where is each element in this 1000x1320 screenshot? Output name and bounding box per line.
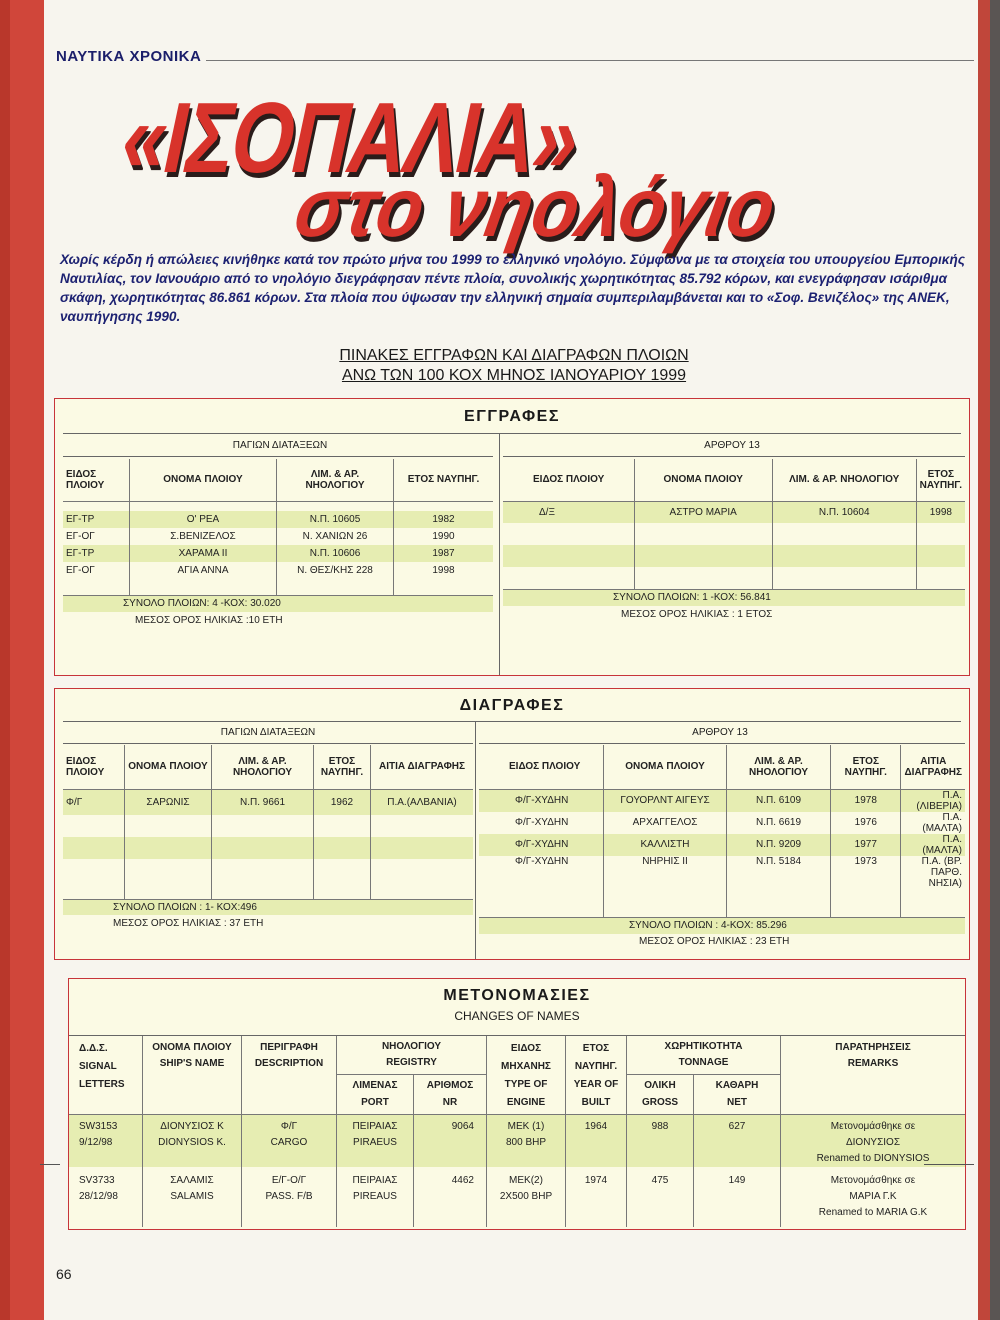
col-reg: ΛΙΜ. & ΑΡ. ΝΗΟΛΟΓΙΟΥ (727, 745, 831, 789)
registrations-box (54, 398, 970, 676)
h-description: ΠΕΡΙΓΡΑΦΗ DESCRIPTION (242, 1036, 337, 1114)
cell-name: Ο' ΡΕΑ (130, 511, 277, 528)
table-row (63, 511, 493, 528)
tables-title-line2: ΑΝΩ ΤΩΝ 100 ΚΟΧ ΜΗΝΟΣ ΙΑΝΟΥΑΡΙΟΥ 1999 (341, 367, 687, 384)
cell-reg: Ν. ΘΕΣ/ΚΗΣ 228 (277, 562, 394, 579)
section-rule (206, 60, 974, 61)
cell-desc: Φ/Γ CARGO (242, 1114, 337, 1167)
h-gross: ΟΛΙΚΗ GROSS (627, 1074, 694, 1114)
cell-name: ΣΑΡΩΝΙΣ (125, 789, 212, 815)
col-type: ΕΙΔΟΣ ΠΛΟΙΟΥ (479, 745, 604, 789)
cell-remarks: Μετονομάσθηκε σε ΜΑΡΙΑ Γ.Κ Renamed to MARIA G.K (818, 1174, 928, 1218)
col-reason: ΑΙΤΙΑ ΔΙΑΓΡΑΦΗΣ (901, 745, 965, 789)
cell-type: Φ/Γ-ΧΥΔΗΝ (479, 856, 604, 890)
renames-title: ΜΕΤΟΝΟΜΑΣΙΕΣ (443, 987, 591, 1004)
cell-year: 1990 (432, 531, 455, 542)
cell-net: 627 (694, 1114, 781, 1167)
deletions-right-group: ΑΡΘΡΟΥ 13 (692, 727, 748, 738)
h-remarks: ΠΑΡΑΤΗΡΗΣΕΙΣ REMARKS (781, 1036, 966, 1114)
col-name: ΟΝΟΜΑ ΠΛΟΙΟΥ (130, 459, 277, 501)
deletions-right-total: ΣΥΝΟΛΟ ΠΛΟΙΩΝ : 4-ΚΟΧ: 85.296 (479, 918, 965, 934)
cell-type: Φ/Γ (63, 789, 125, 815)
cell-year: 1962 (314, 789, 371, 815)
tables-title-line1: ΠΙΝΑΚΕΣ ΕΓΓΡΑΦΩΝ ΚΑΙ ΔΙΑΓΡΑΦΩΝ ΠΛΟΙΩΝ (339, 347, 689, 364)
cell-name: ΓΟΥΟΡΛΝΤ ΑΙΓΕΥΣ (604, 789, 727, 812)
cell-port: ΠΕΙΡΑΙΑΣ PIREAUS (337, 1167, 414, 1227)
cell-type: Δ/Ξ (503, 501, 634, 523)
cell-reg: Ν.Π. 9209 (727, 834, 831, 856)
deletions-left-group: ΠΑΓΙΩΝ ΔΙΑΤΑΞΕΩΝ (220, 727, 316, 738)
cell-type: Φ/Γ-ΧΥΔΗΝ (479, 834, 604, 856)
col-reg: ΛΙΜ. & ΑΡ. ΝΗΟΛΟΓΙΟΥ (772, 459, 916, 501)
deletions-title: ΔΙΑΓΡΑΦΕΣ (459, 697, 565, 714)
table-row (479, 834, 965, 856)
cell-name: ΑΡΧΑΓΓΕΛΟΣ (604, 812, 727, 834)
table-row (69, 1114, 965, 1167)
col-year: ΕΤΟΣ ΝΑΥΠΗΓ. (314, 745, 371, 789)
cell-nr: 9064 (414, 1114, 487, 1167)
col-type: ΕΙΔΟΣ ΠΛΟΙΟΥ (503, 459, 634, 501)
h-year: ΕΤΟΣ ΝΑΥΠΗΓ. YEAR OF BUILT (566, 1036, 627, 1114)
cell-name: ΝΗΡΗΙΣ ΙΙ (604, 856, 727, 890)
cell-type: ΕΓ-ΟΓ (63, 528, 130, 545)
cell-name: ΣΑΛΑΜΙΣ SALAMIS (143, 1167, 242, 1227)
table-row (63, 528, 493, 545)
margin-rule-left (40, 1164, 60, 1165)
h-nr: ΑΡΙΘΜΟΣ NR (414, 1074, 487, 1114)
col-name: ΟΝΟΜΑ ΠΛΟΙΟΥ (634, 459, 772, 501)
cell-reason: Π.Α.(ΜΑΛΤΑ) (922, 833, 962, 856)
cell-remarks: Μετονομάσθηκε σε ΔΙΟΝΥΣΙΟΣ Renamed to DIONYSIOS (816, 1120, 930, 1164)
cell-nr: 4462 (414, 1167, 487, 1227)
col-reason: ΑΙΤΙΑ ΔΙΑΓΡΑΦΗΣ (371, 745, 474, 789)
col-type: ΕΙΔΟΣ ΠΛΟΙΟΥ (63, 745, 125, 789)
registrations-left-total: ΣΥΝΟΛΟ ΠΛΟΙΩΝ: 4 -ΚΟΧ: 30.020 (63, 595, 493, 612)
table-row (503, 501, 965, 523)
registrations-left-age: ΜΕΣΟΣ ΟΡΟΣ ΗΛΙΚΙΑΣ :10 ΕΤΗ (135, 615, 283, 626)
cell-gross: 988 (627, 1114, 694, 1167)
registrations-right-group: ΑΡΘΡΟΥ 13 (704, 440, 760, 451)
magazine-page (44, 0, 978, 1320)
col-year: ΕΤΟΣ ΝΑΥΠΗΓ. (831, 745, 901, 789)
cell-name: ΧΑΡΑΜΑ ΙΙ (130, 545, 277, 562)
col-name: ΟΝΟΜΑ ΠΛΟΙΟΥ (125, 745, 212, 789)
cell-reg: Ν.Π. 5184 (727, 856, 831, 890)
cell-reg: Ν.Π. 6619 (727, 812, 831, 834)
cell-reg: Ν. ΧΑΝΙΩΝ 26 (277, 528, 394, 545)
table-row (479, 812, 965, 834)
cell-year: 1973 (831, 856, 901, 890)
intro-paragraph: Χωρίς κέρδη ή απώλειες κινήθηκε κατά τον πρώτο μήνα του 1999 το ελληνικό νηολόγιο. Σύμφωνα με τα στοιχεία του υπουργείου Εμπορικής Ναυτιλίας, τον Ιανουάριο από το νηολόγιο διεγράφησαν πέντε πλοία, συνολικής χωρητικότητας 85.792 κόρων, και ενεγράφησαν ισάριθμα σκάφη, χωρητικότητας 86.861 κόρων. Στα πλοία που ύψωσαν την ελληνική σημαία συμπεριλαμβάνεται και το «Σοφ. Βενιζέλος» της ΑΝΕΚ, ναυπήγησης 1990. (60, 252, 965, 324)
margin-rule-right (924, 1164, 974, 1165)
deletions-title-rule (63, 721, 961, 722)
registrations-left-group-rule (63, 456, 493, 457)
registrations-left-group: ΠΑΓΙΩΝ ΔΙΑΤΑΞΕΩΝ (232, 440, 328, 451)
cell-engine: ΜΕΚ(2) 2Χ500 BHP (487, 1167, 566, 1227)
cell-name: ΔΙΟΝΥΣΙΟΣ Κ DIONYSIOS K. (143, 1114, 242, 1167)
renames-box (68, 978, 966, 1230)
cell-reason: Π.Α. (ΒΡ. ΠΑΡΘ. ΝΗΣΙΑ) (921, 855, 962, 889)
cell-engine: ΜΕΚ (1) 800 BHP (487, 1114, 566, 1167)
cell-type: ΕΓ-ΟΓ (63, 562, 130, 579)
cell-name: Σ.ΒΕΝΙΖΕΛΟΣ (130, 528, 277, 545)
h-signal: Δ.Δ.Σ. SIGNAL LETTERS (69, 1036, 143, 1114)
cell-year: 1998 (929, 506, 952, 518)
cell-port: ΠΕΙΡΑΙΑΣ PIRAEUS (337, 1114, 414, 1167)
deletions-right-table (479, 745, 965, 950)
table-row (479, 789, 965, 812)
page-number: 66 (56, 1266, 72, 1282)
registrations-title: ΕΓΓΡΑΦΕΣ (464, 408, 560, 425)
registrations-right-table (503, 459, 965, 623)
cell-reason: Π.Α.(ΑΛΒΑΝΙΑ) (387, 796, 457, 808)
h-port: ΛΙΜΕΝΑΣ PORT (337, 1074, 414, 1114)
h-tonnage: ΧΩΡΗΤΙΚΟΤΗΤΑ TONNAGE (627, 1036, 781, 1074)
tables-title (234, 346, 794, 386)
headline-line2: στο νηολόγιο (288, 160, 783, 254)
registrations-left-table (63, 459, 493, 629)
deletions-left-table (63, 745, 473, 931)
cell-reg: Ν.Π. 6109 (727, 789, 831, 812)
deletions-left-group-rule (63, 743, 473, 744)
table-row (69, 1167, 965, 1227)
cell-reason: Π.Α. (ΛΙΒΕΡΙΑ) (916, 789, 962, 812)
deletions-left-age: ΜΕΣΟΣ ΟΡΟΣ ΗΛΙΚΙΑΣ : 37 ΕΤΗ (113, 917, 264, 929)
renames-table (69, 1036, 965, 1227)
table-row (63, 545, 493, 562)
registrations-divider (499, 433, 500, 675)
table-row (479, 856, 965, 890)
registrations-right-total: ΣΥΝΟΛΟ ΠΛΟΙΩΝ: 1 -ΚΟΧ: 56.841 (503, 589, 965, 606)
cell-name: ΑΣΤΡΟ ΜΑΡΙΑ (634, 501, 772, 523)
cell-year: 1982 (432, 514, 455, 525)
col-year: ΕΤΟΣ ΝΑΥΠΗΓ. (916, 459, 965, 501)
cell-name: ΚΑΛΛΙΣΤΗ (604, 834, 727, 856)
cell-type: ΕΓ-ΤΡ (63, 545, 130, 562)
h-engine: ΕΙΔΟΣ ΜΗΧΑΝΗΣ TYPE OF ENGINE (487, 1036, 566, 1114)
cell-signal: SW3153 9/12/98 (69, 1114, 143, 1167)
cell-type: ΕΓ-ΤΡ (63, 511, 130, 528)
headline-line1: «ΙΣΟΠΑΛΙΑ» (111, 82, 590, 194)
cell-reg: Ν.Π. 10606 (277, 545, 394, 562)
page-edge-red (0, 0, 44, 1320)
cell-year: 1998 (432, 565, 455, 576)
registrations-right-age: ΜΕΣΟΣ ΟΡΟΣ ΗΛΙΚΙΑΣ : 1 ΕΤΟΣ (621, 609, 773, 620)
col-year: ΕΤΟΣ ΝΑΥΠΗΓ. (394, 459, 494, 501)
cell-year: 1974 (566, 1167, 627, 1227)
cell-year: 1977 (831, 834, 901, 856)
cell-type: Φ/Γ-ΧΥΔΗΝ (479, 789, 604, 812)
cell-reason: Π.Α.(ΜΑΛΤΑ) (922, 811, 962, 834)
cell-reg: Ν.Π. 10604 (772, 501, 916, 523)
page-edge-dark (978, 0, 1000, 1320)
deletions-divider (475, 721, 476, 959)
table-row (63, 562, 493, 579)
cell-year: 1976 (831, 812, 901, 834)
h-net: ΚΑΘΑΡΗ NET (694, 1074, 781, 1114)
cell-signal: SV3733 28/12/98 (69, 1167, 143, 1227)
deletions-right-group-rule (479, 743, 965, 744)
registrations-title-rule (63, 433, 961, 434)
deletions-left-total: ΣΥΝΟΛΟ ΠΛΟΙΩΝ : 1- ΚΟΧ:496 (63, 899, 473, 915)
cell-net: 149 (694, 1167, 781, 1227)
cell-desc: Ε/Γ-Ο/Γ PASS. F/B (242, 1167, 337, 1227)
cell-year: 1964 (566, 1114, 627, 1167)
deletions-box (54, 688, 970, 960)
table-row (63, 789, 473, 815)
cell-type: Φ/Γ-ΧΥΔΗΝ (479, 812, 604, 834)
cell-year: 1978 (831, 789, 901, 812)
cell-name: ΑΓΙΑ ΑΝΝΑ (130, 562, 277, 579)
col-type: ΕΙΔΟΣ ΠΛΟΙΟΥ (63, 459, 130, 501)
renames-subtitle: CHANGES OF NAMES (454, 1009, 580, 1023)
cell-year: 1987 (432, 548, 455, 559)
registrations-right-group-rule (503, 456, 965, 457)
h-name: ΟΝΟΜΑ ΠΛΟΙΟΥ SHIP'S NAME (143, 1036, 242, 1114)
col-reg: ΛΙΜ. & ΑΡ. ΝΗΟΛΟΓΙΟΥ (277, 459, 394, 501)
cell-reg: Ν.Π. 9661 (212, 789, 314, 815)
cell-reg: Ν.Π. 10605 (277, 511, 394, 528)
section-tag: ΝΑΥΤΙΚΑ ΧΡΟΝΙΚΑ (56, 48, 202, 65)
h-registry: ΝΗΟΛΟΓΙΟΥ REGISTRY (337, 1036, 487, 1074)
deletions-right-age: ΜΕΣΟΣ ΟΡΟΣ ΗΛΙΚΙΑΣ : 23 ΕΤΗ (639, 936, 790, 947)
cell-gross: 475 (627, 1167, 694, 1227)
col-name: ΟΝΟΜΑ ΠΛΟΙΟΥ (604, 745, 727, 789)
col-reg: ΛΙΜ. & ΑΡ. ΝΗΟΛΟΓΙΟΥ (212, 745, 314, 789)
